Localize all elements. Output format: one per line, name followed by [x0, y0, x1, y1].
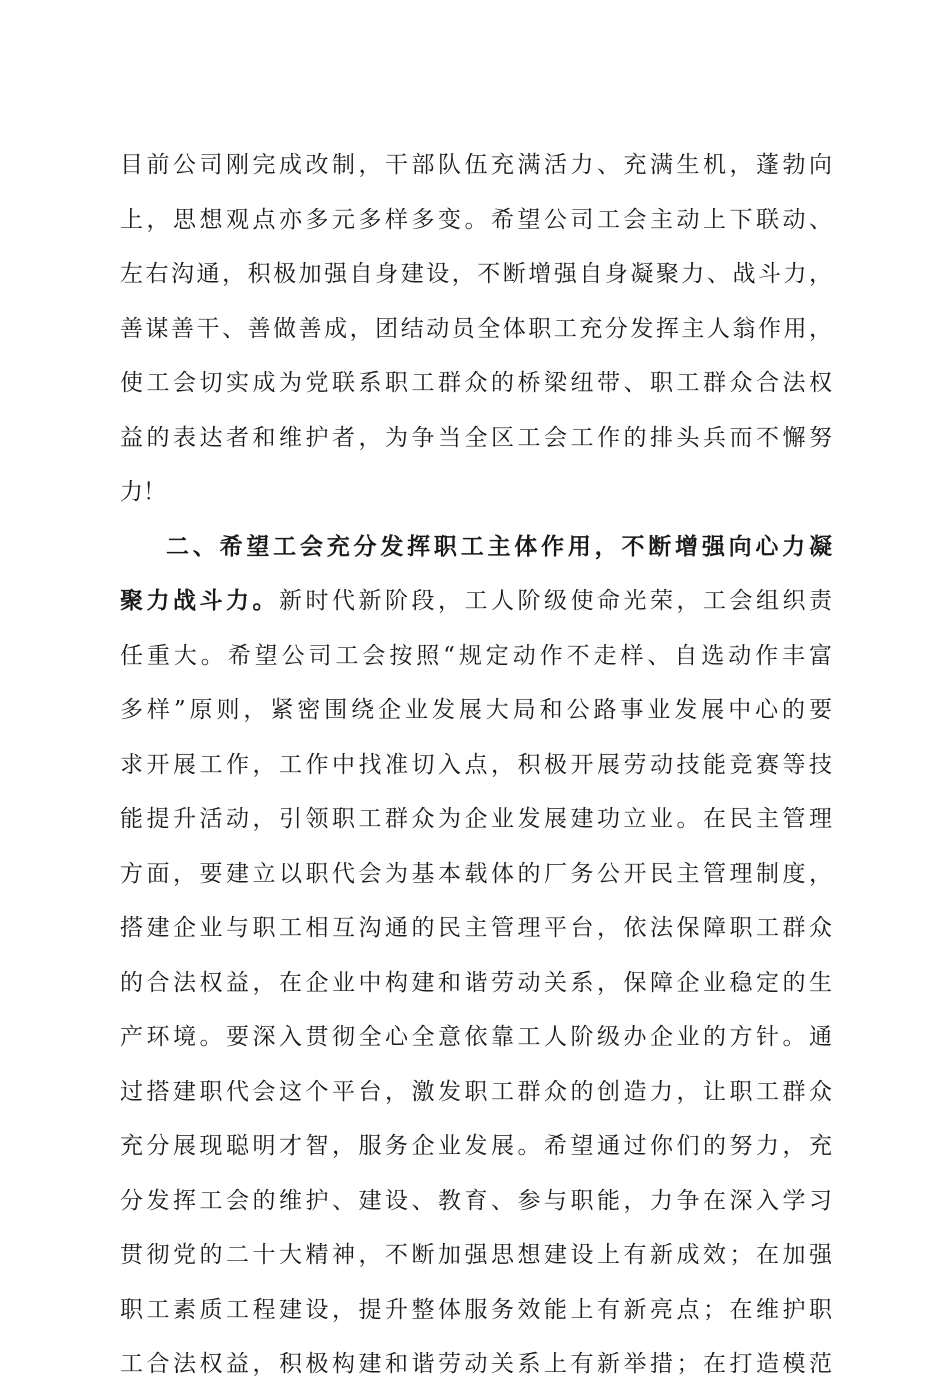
text-line-18: 过搭建职代会这个平台，激发职工群众的创造力，让职工群众 [120, 1078, 832, 1105]
text-line-9 [120, 574, 832, 629]
text-line-19: 充分展现聪明才智，服务企业发展。希望通过你们的努力，充 [120, 1133, 832, 1159]
text-line-21: 贯彻党的二十大精神，不断加强思想建设上有新成效；在加强 [120, 1242, 832, 1268]
text-line-12: 求开展工作，工作中找准切入点，积极开展劳动技能竞赛等技 [120, 751, 832, 778]
text-line-14: 方面，要建立以职代会为基本载体的厂务公开民主管理制度， [120, 860, 832, 887]
text-line-16: 的合法权益，在企业中构建和谐劳动关系，保障企业稳定的生 [120, 969, 832, 996]
text-line-6: 益的表达者和维护者，为争当全区工会工作的排头兵而不懈努 [120, 424, 832, 451]
section-body-start: 新时代新阶段，工人阶级使命光荣，工会组织责 [279, 588, 832, 614]
text-line-1: 目前公司刚完成改制，干部队伍充满活力、充满生机，蓬勃向 [120, 152, 832, 178]
text-line-20: 分发挥工会的维护、建设、教育、参与职能，力争在深入学习 [120, 1187, 832, 1214]
text-line-17: 产环境。要深入贯彻全心全意依靠工人阶级办企业的方针。通 [120, 1024, 832, 1050]
body-text [120, 138, 832, 1392]
text-line-13: 能提升活动，引领职工群众为企业发展建功立业。在民主管理 [120, 806, 832, 832]
text-line-7: 力！ [120, 479, 166, 505]
text-line-3: 左右沟通，积极加强自身建设，不断增强自身凝聚力、战斗力， [120, 261, 832, 287]
text-line-11: 多样”原则，紧密围绕企业发展大局和公路事业发展中心的要 [120, 697, 832, 723]
text-line-4: 善谋善干、善做善成，团结动员全体职工充分发挥主人翁作用， [120, 315, 832, 342]
text-line-5: 使工会切实成为党联系职工群众的桥梁纽带、职工群众合法权 [120, 370, 832, 396]
text-line-10: 任重大。希望公司工会按照“规定动作不走样、自选动作丰富 [120, 642, 832, 669]
text-line-15: 搭建企业与职工相互沟通的民主管理平台，依法保障职工群众 [120, 915, 832, 941]
section-heading-line-2: 聚力战斗力。 [120, 588, 279, 614]
text-line-23: 工合法权益，积极构建和谐劳动关系上有新举措；在打造模范 [120, 1351, 832, 1377]
text-line-22: 职工素质工程建设，提升整体服务效能上有新亮点；在维护职 [120, 1296, 832, 1323]
text-line-2: 上，思想观点亦多元多样多变。希望公司工会主动上下联动、 [120, 206, 832, 233]
section-heading-line-1: 二、希望工会充分发挥职工主体作用，不断增强向心力凝 [166, 533, 832, 560]
